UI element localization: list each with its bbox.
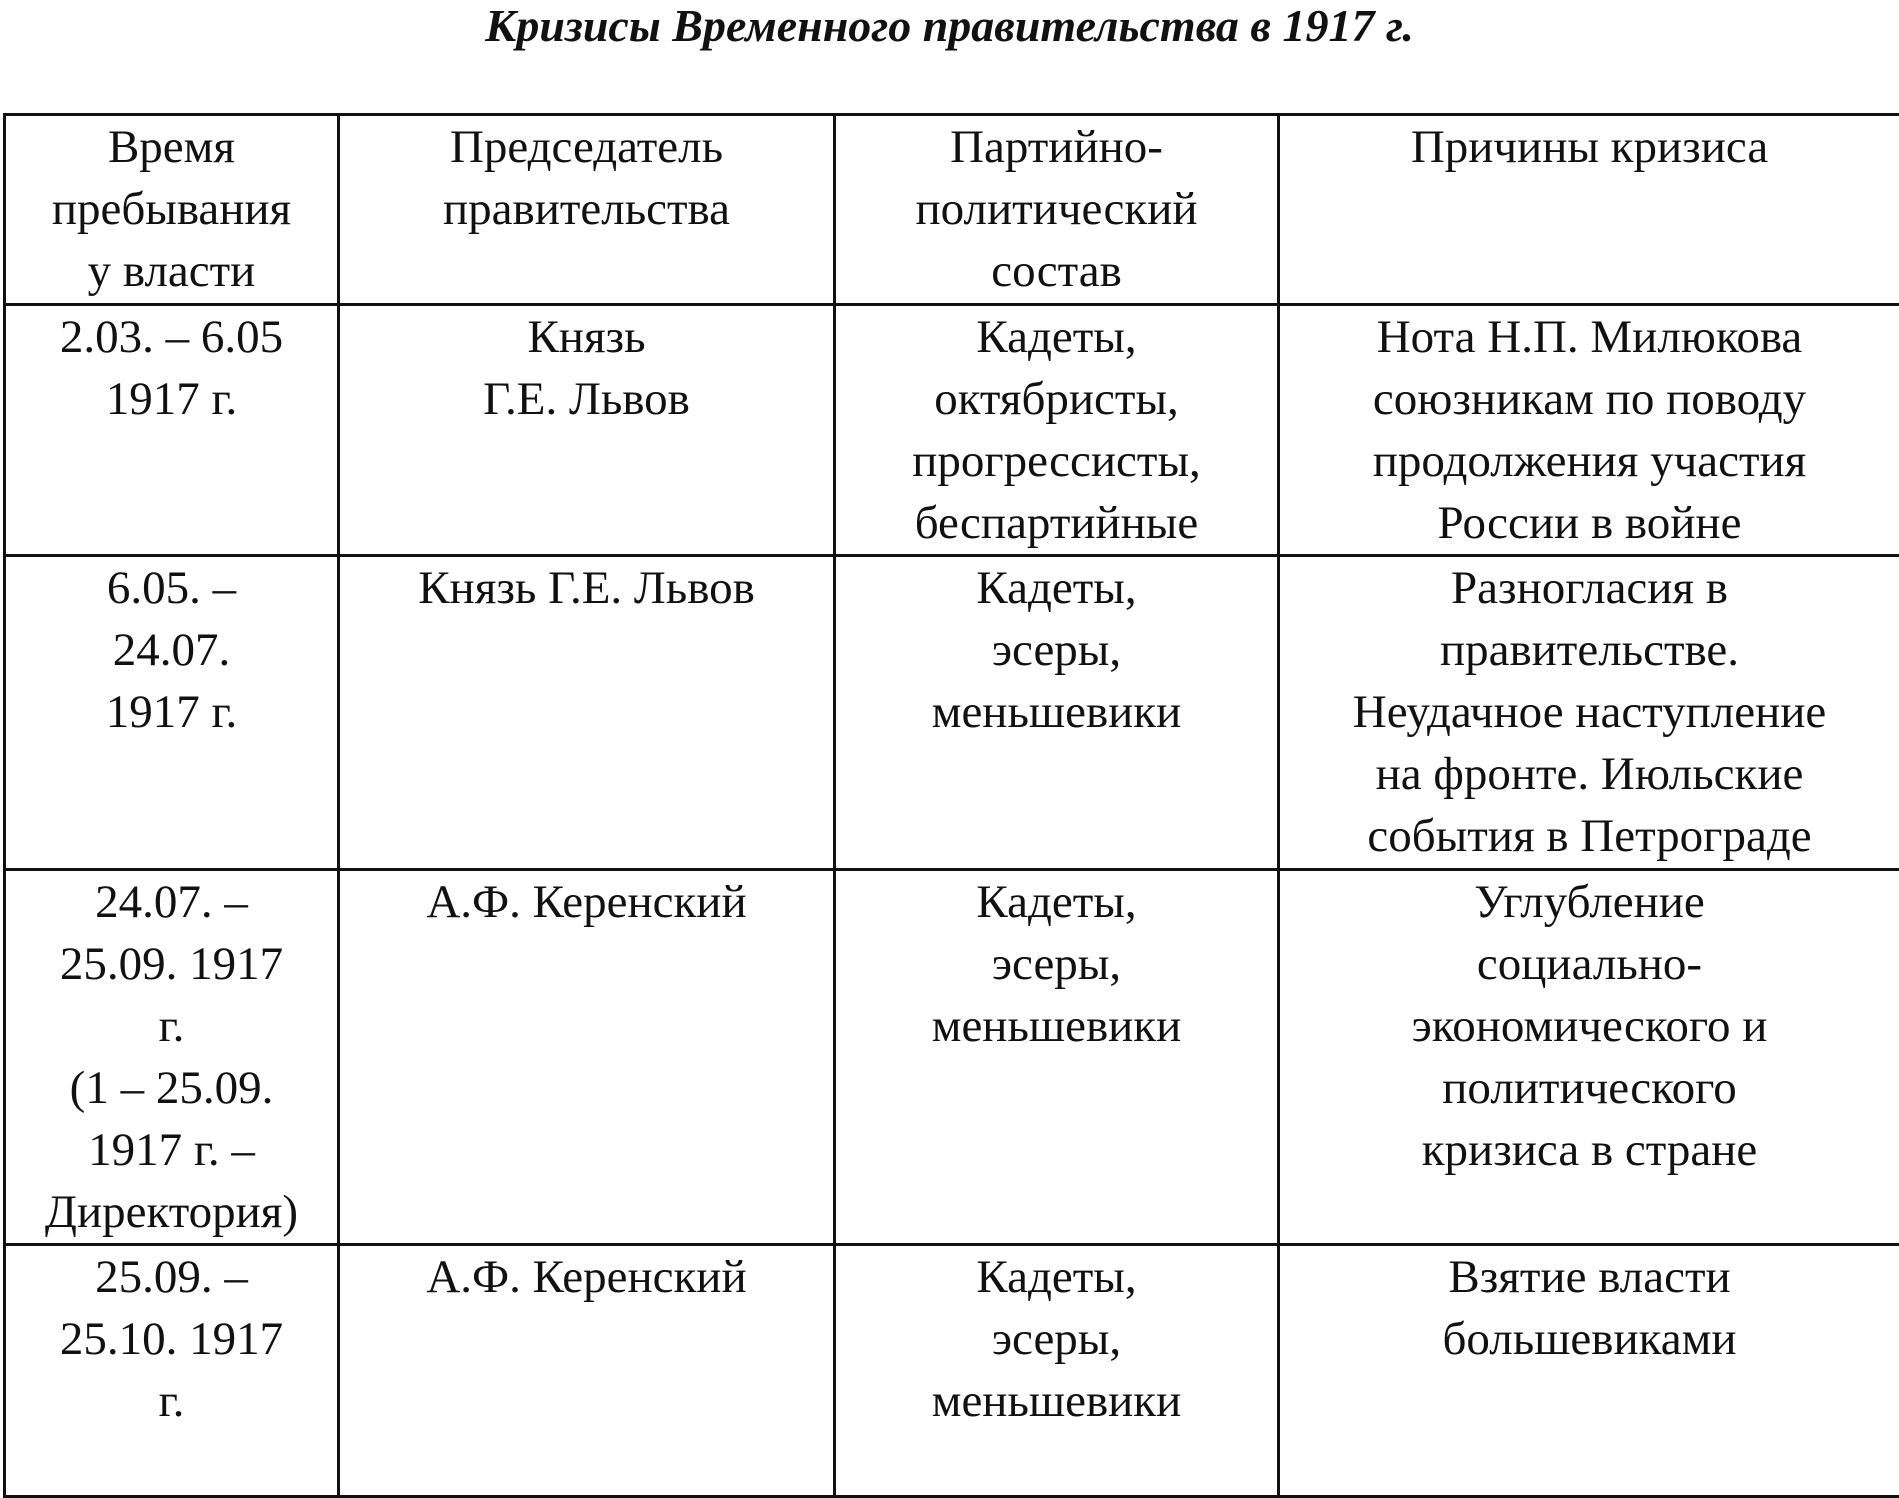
cell-crisis-reasons: Взятие власти большевиками <box>1279 1245 1899 1497</box>
cell-crisis-reasons: Углубление социально- экономического и политического кризиса в стране <box>1279 870 1899 1245</box>
header-crisis-reasons: Причины кризиса <box>1279 115 1899 305</box>
table-header-row <box>5 115 1899 305</box>
header-time: Время пребывания у власти <box>5 115 339 305</box>
cell-party-composition: Кадеты, эсеры, меньшевики <box>835 556 1279 870</box>
cell-time: 24.07. – 25.09. 1917 г. (1 – 25.09. 1917 г. – Директория) <box>5 870 339 1245</box>
cell-chairman: Князь Г.Е. Львов <box>339 305 835 556</box>
page-title: Кризисы Временного правительства в 1917 г. <box>0 0 1899 52</box>
cell-party-composition: Кадеты, эсеры, меньшевики <box>835 1245 1279 1497</box>
cell-chairman: А.Ф. Керенский <box>339 870 835 1245</box>
cell-chairman: А.Ф. Керенский <box>339 1245 835 1497</box>
cell-time: 25.09. – 25.10. 1917 г. <box>5 1245 339 1497</box>
cell-party-composition: Кадеты, октябристы, прогрессисты, беспартийные <box>835 305 1279 556</box>
cell-time: 2.03. – 6.05 1917 г. <box>5 305 339 556</box>
table-row <box>5 870 1899 1245</box>
cell-crisis-reasons: Нота Н.П. Милюкова союзникам по поводу продолжения участия России в войне <box>1279 305 1899 556</box>
table-row <box>5 556 1899 870</box>
header-chairman: Председатель правительства <box>339 115 835 305</box>
table-row <box>5 1245 1899 1497</box>
table-row <box>5 305 1899 556</box>
cell-chairman: Князь Г.Е. Львов <box>339 556 835 870</box>
header-party-composition: Партийно- политический состав <box>835 115 1279 305</box>
cell-time: 6.05. – 24.07. 1917 г. <box>5 556 339 870</box>
cell-crisis-reasons: Разногласия в правительстве. Неудачное наступление на фронте. Июльские события в Петрограде <box>1279 556 1899 870</box>
crisis-table <box>3 113 1899 1498</box>
cell-party-composition: Кадеты, эсеры, меньшевики <box>835 870 1279 1245</box>
